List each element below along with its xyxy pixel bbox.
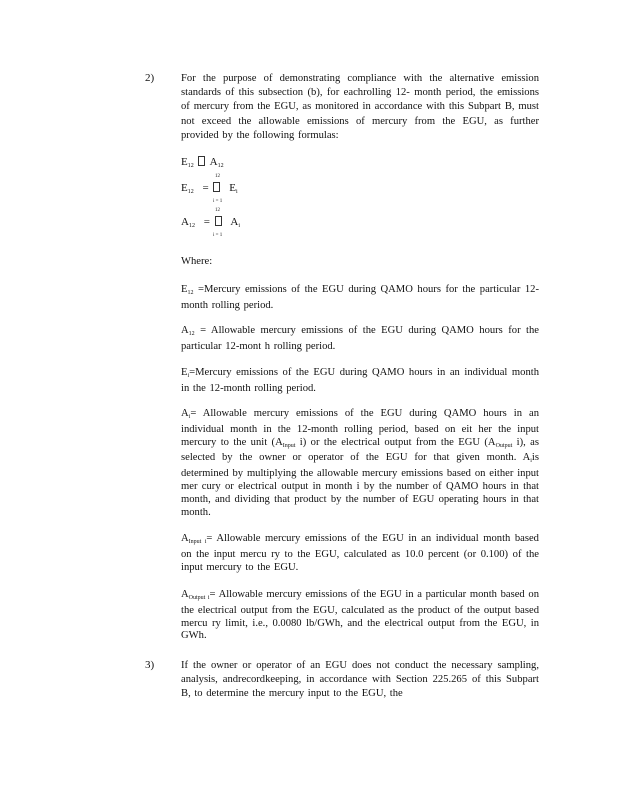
definition-aoutput: AOutput i= Allowable mercury emissions of the EGU in a particular month based on the electrical output from the EGU, calculated as the product of the output based mercu ry limit, i.e., 0.0080 lb/GWh, and the electrical output from the EGU, in GWh. bbox=[181, 589, 539, 642]
summation-icon bbox=[213, 182, 220, 192]
definition-ei: Ei=Mercury emissions of the EGU during QAMO hours in an individual month in the 12-month rolling period. bbox=[181, 367, 539, 394]
item-number-3: 3) bbox=[145, 659, 155, 671]
item-number-2: 2) bbox=[145, 72, 155, 84]
symbol-placeholder-icon bbox=[198, 156, 205, 166]
formula-3: $A_{12} = A_i$ bbox=[181, 216, 241, 229]
definition-ai: Ai= Allowable mercury emissions of the EGU during QAMO hours in an individual month in the 12-month rolling period, based on eit her the input mercury to the unit (AInput i) or the electrical output from the EGU (AOutput i), as selected by the owner or operator of the EGU for that given month. Aiis determined by multiplying the allowable mercury emissions based on either input mer cury or electrical output in month i by the number of QAMO hours in that month, and dividing that product by the number of EGU operating hours in that month. bbox=[181, 408, 540, 518]
definition-ainput: AInput i= Allowable mercury emissions of the EGU in an individual month based on the input mercu ry to the EGU, calculated as 10.0 percent (or 0.100) of the input mercury to the EGU. bbox=[181, 533, 539, 573]
item-2-paragraph bbox=[181, 72, 539, 143]
item-2-text: For the purpose of demonstrating compliance with the alternative emission standards of this subsection (b), for eachrolling 12- month period, the emissions of mercury from the EGU, as monitored in accordance with this Subpart B, must not exceed the allowable emissions of mercury from the EGU, as further provided by the following formulas: bbox=[181, 73, 539, 141]
formula-2: $E_{12} = E_i$ bbox=[181, 182, 238, 195]
formula-1: $E_{12}$ $A_{12}$ bbox=[181, 156, 224, 169]
definition-e12: E12 =Mercury emissions of the EGU during QAMO hours for the particular 12-month rolling period. bbox=[181, 284, 539, 311]
document-page: 2) For the purpose of demonstrating compliance with the alternative emission standards of this subsection (b), for eachrolling 12- month period, the emissions of mercury from the EGU, as monitored in accordance with this Subpart B, must not exceed the allowable emissions of mercury from the EGU, as further provided by the following formulas: $E_{12}$ $A_{12}$ 12 $E_{12} = E_i$ i = 1 12 $A_{12} = A_i$ i = 1 Where: E12 =Mercury emissions of the EGU during QAMO hours for the particular 12-month rolling period. A12 = Allowable mercury emissions of the EGU during QAMO hours for the particular 12-mont h rolling period. Ei=Mercury emissions of the EGU during QAMO hours in an individual month in the 12-month rolling period. Ai= Allowable mercury emissions of the EGU during QAMO hours in an individual month in the 12-month rolling period, based on eit her the input mercury to the unit (AInput i) or the electrical output from the EGU (AOutput i), as selected by the owner or operator of the EGU for that given month. Aiis determined by multiplying the allowable mercury emissions based on either input mer cury or electrical output in month i by the number of QAMO hours in that month, and dividing that product by the number of EGU operating hours in that month. AInput i= Allowable mercury emissions of the EGU in an individual month based on the input mercu ry to the EGU, calculated as 10.0 percent (or 0.100) of the input mercury to the EGU. AOutput i= Allowable mercury emissions of the EGU in a particular month based on the electrical output from the EGU, calculated as the product of the output based mercu ry limit, i.e., 0.0080 lb/GWh, and the electrical output from the EGU, in GWh. 3) If the owner or operator of an EGU does not conduct the necessary sampling, analysis, andrecordkeeping, in accordance with Section 225.265 of this Subpart B, to determine the mercury input to the EGU, the bbox=[0, 0, 618, 800]
item-3-paragraph bbox=[181, 659, 539, 702]
where-label: Where: bbox=[181, 256, 213, 267]
definition-a12: A12 = Allowable mercury emissions of the EGU during QAMO hours for the particular 12-mont h rolling period. bbox=[181, 325, 539, 352]
summation-icon bbox=[215, 216, 222, 226]
item-3-text: If the owner or operator of an EGU does not conduct the necessary sampling, analysis, andrecordkeeping, in accordance with Section 225.265 of this Subpart B, to determine the mercury input to the EGU, the bbox=[181, 660, 539, 700]
